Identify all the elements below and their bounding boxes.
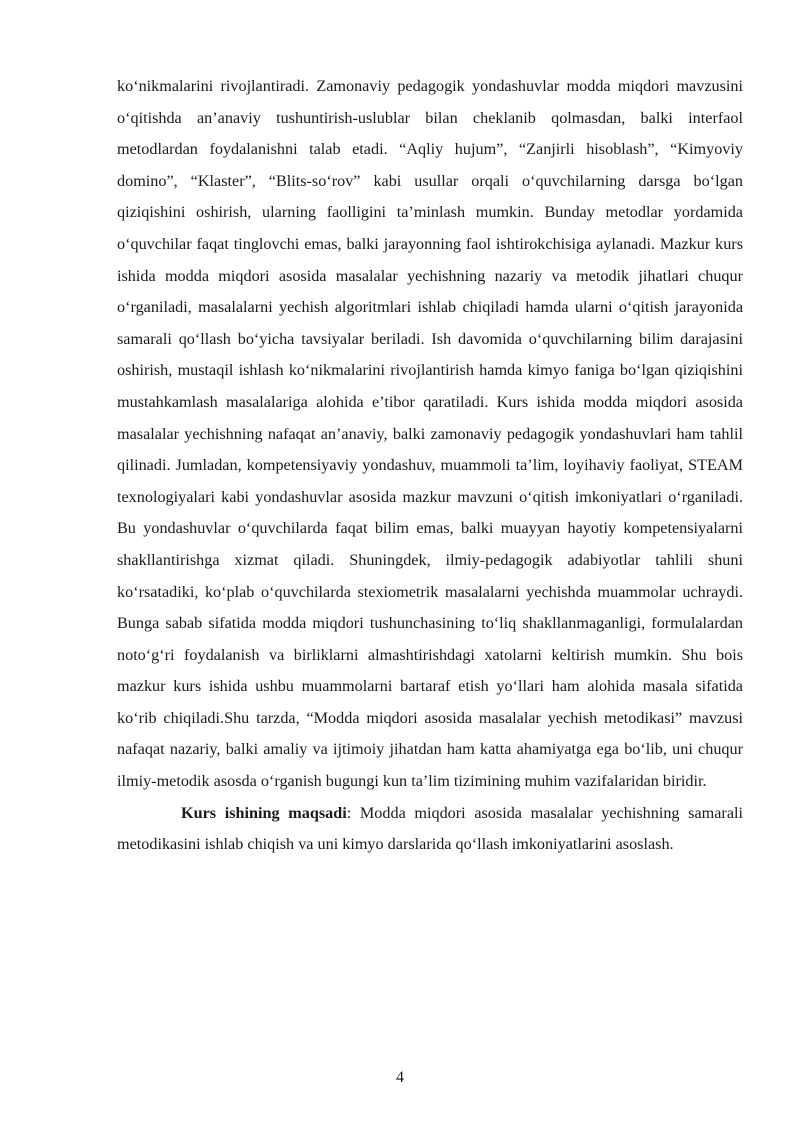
aim-label: Kurs ishining maqsadi: [181, 803, 347, 822]
document-body: [117, 71, 743, 861]
body-paragraph: ko‘nikmalarini rivojlantiradi. Zamonaviy pedagogik yondashuvlar modda miqdori mavzusini o‘qitishda an’anaviy tushuntirish-uslublar bilan cheklanib qolmasdan, balki interfaol metodlardan foydalanishni talab etadi. “Aqliy hujum”, “Zanjirli hisoblash”, “Kimyoviy domino”, “Klaster”, “Blits-so‘rov” kabi usullar orqali o‘quvchilarning darsga bo‘lgan qiziqishini oshirish, ularning faolligini ta’minlash mumkin. Bunday metodlar yordamida o‘quvchilar faqat tinglovchi emas, balki jarayonning faol ishtirokchisiga aylanadi. Mazkur kurs ishida modda miqdori asosida masalalar yechishning nazariy va metodik jihatlari chuqur o‘rganiladi, masalalarni yechish algoritmlari ishlab chiqiladi hamda ularni o‘qitish jarayonida samarali qo‘llash bo‘yicha tavsiyalar beriladi. Ish davomida o‘quvchilarning bilim darajasini oshirish, mustaqil ishlash ko‘nikmalarini rivojlantirish hamda kimyo faniga bo‘lgan qiziqishini mustahkamlash masalalariga alohida e’tibor qaratiladi. Kurs ishida modda miqdori asosida masalalar yechishning nafaqat an’anaviy, balki zamonaviy pedagogik yondashuvlari ham tahlil qilinadi. Jumladan, kompetensiyaviy yondashuv, muammoli ta’lim, loyihaviy faoliyat, STEAM texnologiyalari kabi yondashuvlar asosida mazkur mavzuni o‘qitish imkoniyatlari o‘rganiladi. Bu yondashuvlar o‘quvchilarda faqat bilim emas, balki muayyan hayotiy kompetensiyalarni shakllantirishga xizmat qiladi. Shuningdek, ilmiy-pedagogik adabiyotlar tahlili shuni ko‘rsatadiki, ko‘plab o‘quvchilarda stexiometrik masalalarni yechishda muammolar uchraydi. Bunga sabab sifatida modda miqdori tushunchasining to‘liq shakllanmaganligi, formulalardan noto‘g‘ri foydalanish va birliklarni almashtirishdagi xatolarni keltirish mumkin. Shu bois mazkur kurs ishida ushbu muammolarni bartaraf etish yo‘llari ham alohida masala sifatida ko‘rib chiqiladi.Shu tarzda, “Modda miqdori asosida masalalar yechish metodikasi” mavzusi nafaqat nazariy, balki amaliy va ijtimoiy jihatdan ham katta ahamiyatga ega bo‘lib, uni chuqur ilmiy-metodik asosda o‘rganish bugungi kun ta’lim tizimining muhim vazifalaridan biridir.: [117, 77, 743, 791]
page-number: 4: [396, 1069, 404, 1086]
aim-text: : Modda miqdori asosida masalalar yechishning samarali metodikasini ishlab chiqish va uni kimyo darslarida qo‘llash imkoniyatlarini asoslash.: [117, 803, 743, 854]
aim-paragraph: [117, 798, 743, 861]
